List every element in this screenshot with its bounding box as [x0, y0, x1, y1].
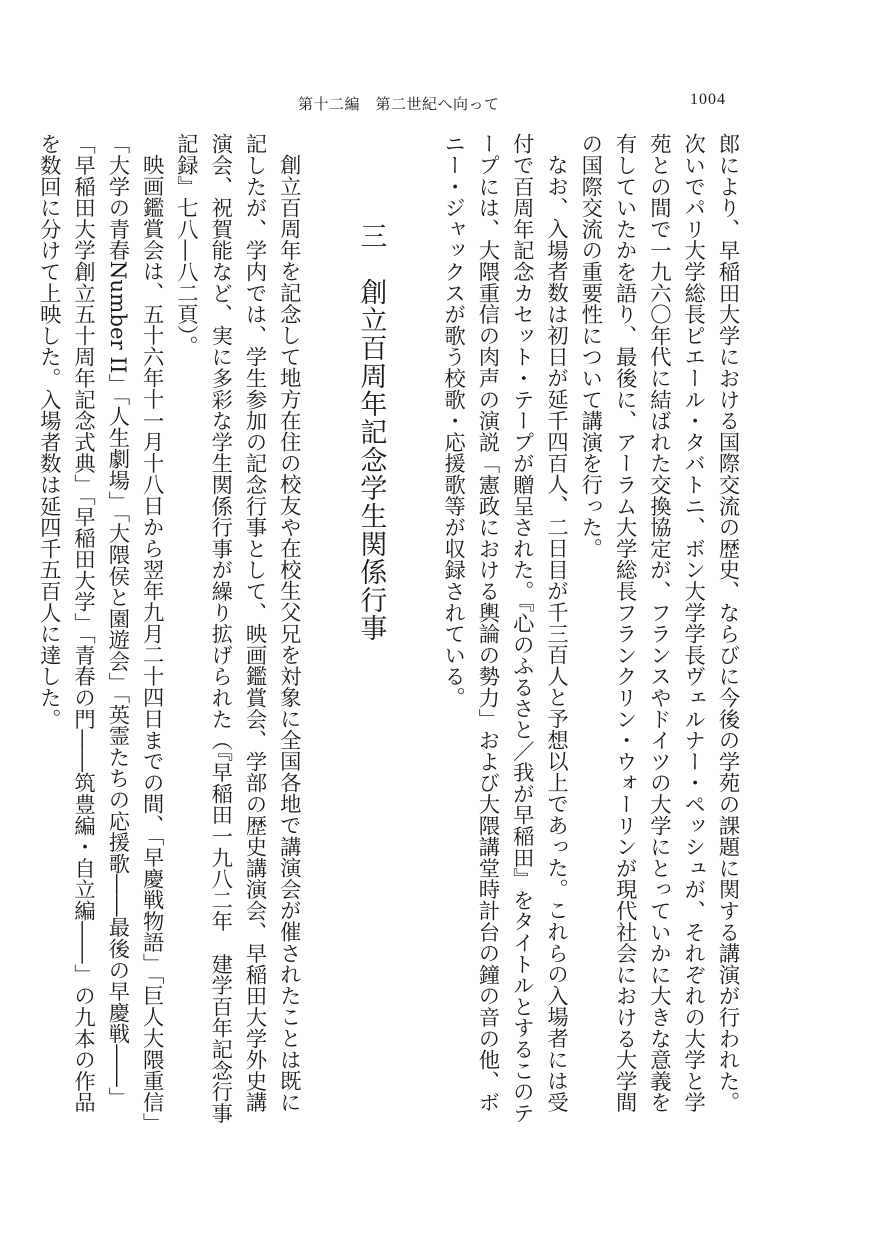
paragraph-lecture-continuation: 郎により、早稲田大学における国際交流の歴史、ならびに今後の学苑の課題に関する講演が行われた。次いでパリ大学総長ピエール・タバトニ、ボン大学学長ヴェルナー・ペッシュが、それぞれの大学と学苑との間で一九六〇年代に結ばれた交換協定が、フランスやドイツの大学にとっていかに大きな意義を有していたかを語り、最後に、アーラム大学総長フランクリン・ウォーリンが現代社会における大学間の国際交流の重要性について講演を行った。: [577, 133, 740, 1113]
paragraph-film-screenings: 映画鑑賞会は、五十六年十一月十八日から翌年九月二十四日までの間、「早慶戦物語」「巨人大隈重信」「大学の青春Number II」「人生劇場」「大隈侯と園遊会」「英霊たちの応援歌――最後の早慶戦――」「早稲田大学創立五十周年記念式典」「早稲田大学」「青春の門――筑豊編・自立編――」の九本の作品を数回に分けて上映した。入場者数は延四千五百人に達した。: [36, 133, 165, 1124]
page-number: 1004: [690, 91, 726, 108]
running-head: 第十二編 第二世紀へ向って: [298, 95, 500, 113]
paragraph-attendance: なお、入場者数は初日が延千四百人、二日目が千三百人と予想以上であった。これらの入場者には受付で百周年記念カセット・テープが贈呈された。『心のふるさと／我が早稲田』をタイトルとするこのテープには、大隈重信の肉声の演説「憲政における輿論の勢力」および大隈講堂時計台の鐘の音の他、ボニー・ジャックスが歌う校歌・応援歌等が収録されている。: [440, 133, 569, 1124]
paragraph-student-events: 創立百周年を記念して地方在住の校友や在校生父兄を対象に全国各地で講演会が催されたことは既に記したが、学内では、学生参加の記念行事として、映画鑑賞会、学部の歴史講演会、早稲田大学外史講演会、祝賀能など、実に多彩な学生関係行事が繰り拡げられた（『早稲田一九八二年 建学百年記念行事記録』七八―八二頁）。: [173, 133, 302, 1124]
body-text: [31, 133, 744, 1133]
section-heading: 三 創立百周年記念学生関係行事: [355, 222, 387, 643]
